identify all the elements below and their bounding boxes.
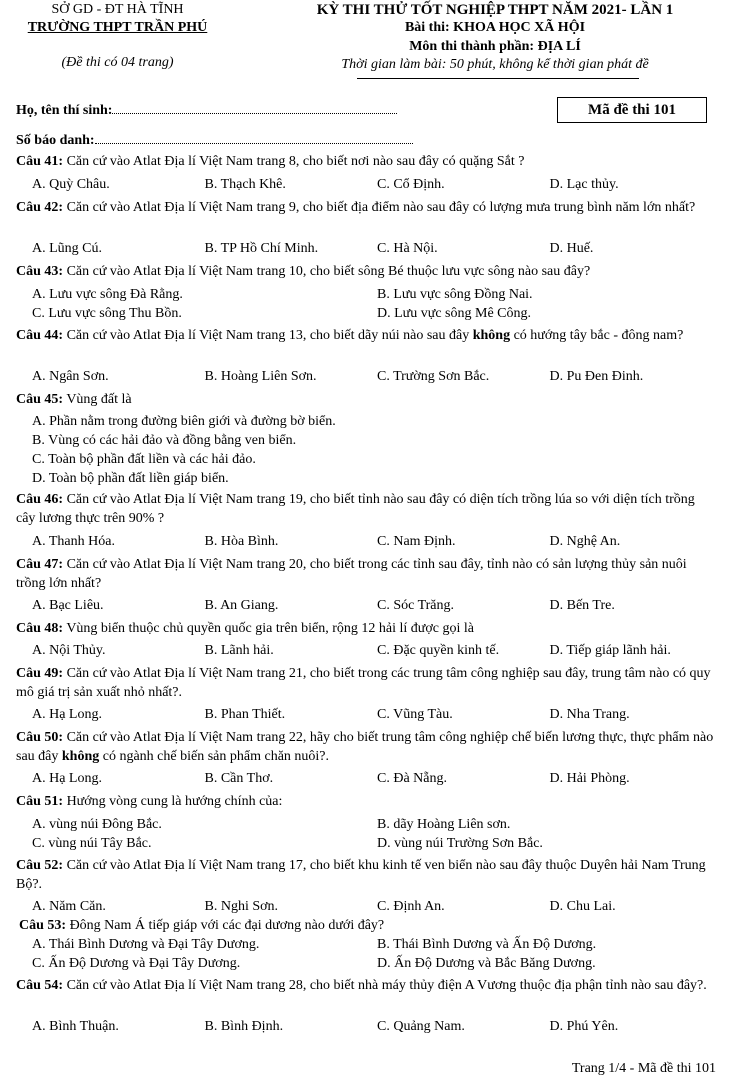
option-b[interactable]: B. Cần Thơ. [204,771,274,786]
options-54 [32,1017,722,1036]
option-c[interactable]: C. Quảng Nam. [377,1019,465,1034]
subject-line: Bài thi: KHOA HỌC XÃ HỘI [404,20,586,35]
option-d[interactable]: D. Lưu vực sông Mê Công. [377,306,531,321]
option-a[interactable]: A. Bạc Liêu. [32,598,104,613]
option-b[interactable]: B. Phan Thiết. [204,707,286,722]
option-b[interactable]: B. Hòa Bình. [204,534,279,549]
option-b[interactable]: B. dãy Hoàng Liên sơn. [377,817,511,832]
page-footer: Trang 1/4 - Mã đề thi 101 [571,1061,716,1076]
option-a[interactable]: A. Lũng Cú. [32,241,102,256]
option-b[interactable]: B. Lưu vực sông Đồng Nai. [377,287,533,302]
question-emphasis: không [472,328,511,343]
option-c[interactable]: C. Hà Nội. [377,241,438,256]
options-44 [32,367,722,386]
school-name: TRƯỜNG THPT TRẦN PHÚ [27,20,208,35]
option-d[interactable]: D. Hải Phòng. [549,771,630,786]
option-b[interactable]: B. Nghi Sơn. [204,899,279,914]
option-d[interactable]: D. Ấn Độ Dương và Bắc Băng Dương. [377,956,596,971]
question-54 [16,976,716,995]
options-53 [32,935,722,973]
time-line: Thời gian làm bài: 50 phút, không kể thời gian phát đề [341,57,649,72]
option-d[interactable]: D. Phú Yên. [549,1019,619,1034]
option-d[interactable]: D. Chu Lai. [549,899,616,914]
question-number: Câu 50: [16,730,64,745]
option-a[interactable]: A. Quỳ Châu. [32,177,110,192]
options-49 [32,705,722,724]
question-number: Câu 48: [16,621,64,636]
question-emphasis: không [61,749,100,764]
student-id-row [16,131,413,149]
option-c[interactable]: C. Toàn bộ phần đất liền và các hải đảo. [32,452,256,467]
student-name-label: Họ, tên thí sinh: [16,103,113,118]
option-a[interactable]: A. vùng núi Đông Bắc. [32,817,162,832]
option-b[interactable]: B. Lãnh hải. [204,643,274,658]
question-text: Căn cứ vào Atlat Địa lí Việt Nam trang 20, cho biết trong các tỉnh sau đây, tỉnh nào có sản lượng thủy sản nuôi trồng lớn nhất? [16,557,687,591]
question-number: Câu 47: [16,557,64,572]
question-number: Câu 43: [16,264,64,279]
question-text: Vùng đất là [66,392,132,407]
option-b[interactable]: B. Vùng có các hải đảo và đồng bằng ven biển. [32,433,297,448]
question-text-before: Căn cứ vào Atlat Địa lí Việt Nam trang 13, cho biết dãy núi nào sau đây [66,328,473,343]
option-a[interactable]: A. Thái Bình Dương và Đại Tây Dương. [32,937,260,952]
option-c[interactable]: C. Lưu vực sông Thu Bồn. [32,306,182,321]
option-d[interactable]: D. Bến Tre. [549,598,615,613]
option-c[interactable]: C. Ấn Độ Dương và Đại Tây Dương. [32,956,241,971]
question-text: Căn cứ vào Atlat Địa lí Việt Nam trang 21, cho biết trong các trung tâm công nghiệp sau đây, trung tâm nào có quy mô giá trị sản xuất nhỏ nhất?. [16,666,711,700]
option-b[interactable]: B. Hoàng Liên Sơn. [204,369,317,384]
option-c[interactable]: C. Định An. [377,899,445,914]
option-a[interactable]: A. Nội Thủy. [32,643,106,658]
question-42 [16,198,716,217]
question-44 [16,326,716,345]
exam-title: KỲ THI THỬ TỐT NGHIỆP THPT NĂM 2021- LẦN 1 [316,2,674,18]
question-49 [16,664,716,702]
option-a[interactable]: A. Phần nằm trong đường biên giới và đường bờ biển. [32,414,336,429]
question-number: Câu 51: [16,794,64,809]
options-47 [32,596,722,615]
options-46 [32,532,722,551]
option-c[interactable]: C. Trường Sơn Bắc. [377,369,490,384]
option-d[interactable]: D. Toàn bộ phần đất liền giáp biển. [32,471,229,486]
question-46 [16,490,716,528]
question-text: Căn cứ vào Atlat Địa lí Việt Nam trang 8, cho biết nơi nào sau đây có quặng Sắt ? [66,154,525,169]
option-a[interactable]: A. Thanh Hóa. [32,534,115,549]
exam-code-box: Mã đề thi 101 [557,97,707,123]
question-text: Căn cứ vào Atlat Địa lí Việt Nam trang 28, cho biết nhà máy thủy điện A Vương thuộc địa phận tỉnh nào sau đây?. [66,978,707,993]
options-42 [32,239,722,258]
options-50 [32,769,722,788]
option-b[interactable]: B. Thạch Khê. [204,177,286,192]
question-text: Hướng vòng cung là hướng chính của: [66,794,283,809]
option-b[interactable]: B. An Giang. [204,598,279,613]
question-number: Câu 46: [16,492,64,507]
question-47 [16,555,716,593]
student-id-dots [95,131,413,144]
options-51 [32,815,722,853]
option-c[interactable]: C. Đà Nẵng. [377,771,447,786]
question-number: Câu 42: [16,200,64,215]
question-43 [16,262,716,281]
option-a[interactable]: A. Hạ Long. [32,771,102,786]
option-b[interactable]: B. TP Hồ Chí Minh. [204,241,319,256]
option-d[interactable]: D. Tiếp giáp lãnh hải. [549,643,671,658]
question-number: Câu 41: [16,154,64,169]
options-45 [32,412,722,488]
question-text: Đông Nam Á tiếp giáp với các đại dương nào dưới đây? [69,918,385,933]
pages-note: (Đề thi có 04 trang) [61,55,174,70]
option-d[interactable]: D. Huế. [549,241,594,256]
option-a[interactable]: A. Bình Thuận. [32,1019,119,1034]
question-text: Căn cứ vào Atlat Địa lí Việt Nam trang 17, cho biết khu kinh tế ven biển nào sau đây thuộc Duyên hải Nam Trung Bộ?. [16,858,706,892]
question-41 [16,152,716,171]
question-text: Căn cứ vào Atlat Địa lí Việt Nam trang 19, cho biết tỉnh nào sau đây có diện tích trồng lúa so với diện tích trồng cây lương thực trên 90% ? [16,492,695,526]
question-text: Vùng biển thuộc chủ quyền quốc gia trên biển, rộng 12 hải lí được gọi là [66,621,474,636]
question-50 [16,728,716,766]
option-c[interactable]: C. Sóc Trăng. [377,598,455,613]
option-a[interactable]: A. Hạ Long. [32,707,102,722]
question-51 [16,792,716,811]
student-id-label: Số báo danh: [16,133,95,148]
option-c[interactable]: C. Vũng Tàu. [377,707,453,722]
question-53 [19,916,719,935]
option-a[interactable]: A. Ngân Sơn. [32,369,109,384]
question-52 [16,856,716,894]
department-name: SỞ GD - ĐT HÀ TĨNH [51,2,184,17]
student-name-row [16,101,397,119]
question-number: Câu 49: [16,666,64,681]
option-d[interactable]: D. Nha Trang. [549,707,630,722]
option-c[interactable]: C. Đặc quyền kinh tế. [377,643,500,658]
options-41 [32,175,722,194]
question-number: Câu 52: [16,858,64,873]
option-c[interactable]: C. vùng núi Tây Bắc. [32,836,152,851]
option-a[interactable]: A. Năm Căn. [32,899,106,914]
option-d[interactable]: D. Pu Đen Đinh. [549,369,644,384]
question-text: Căn cứ vào Atlat Địa lí Việt Nam trang 9, cho biết địa điểm nào sau đây có lượng mưa trung bình năm lớn nhất? [66,200,696,215]
option-d[interactable]: D. Nghệ An. [549,534,621,549]
options-52 [32,897,722,916]
question-number: Câu 53: [19,918,67,933]
question-text-before: Căn cứ vào Atlat Địa lí Việt Nam trang 22, hãy cho biết trung tâm công nghiệp chế biến lương thực, thực phẩm nào sau đây [16,730,714,764]
student-name-dots [112,101,397,114]
options-48 [32,641,722,660]
question-number: Câu 44: [16,328,64,343]
question-text-after: có ngành chế biến sản phẩm chăn nuôi?. [99,749,330,764]
option-b[interactable]: B. Thái Bình Dương và Ấn Độ Dương. [377,937,597,952]
option-d[interactable]: D. Lạc thủy. [549,177,619,192]
options-43 [32,285,722,323]
option-d[interactable]: D. vùng núi Trường Sơn Bắc. [377,836,543,851]
option-c[interactable]: C. Cổ Định. [377,177,445,192]
component-line: Môn thi thành phần: ĐỊA LÍ [409,39,581,54]
question-48 [16,619,716,638]
question-45 [16,390,716,409]
option-c[interactable]: C. Nam Định. [377,534,456,549]
option-b[interactable]: B. Bình Định. [204,1019,284,1034]
question-text-after: có hướng tây bắc - đông nam? [510,328,684,343]
header-divider [357,78,639,79]
question-number: Câu 45: [16,392,64,407]
question-number: Câu 54: [16,978,64,993]
option-a[interactable]: A. Lưu vực sông Đà Rằng. [32,287,183,302]
question-text: Căn cứ vào Atlat Địa lí Việt Nam trang 10, cho biết sông Bé thuộc lưu vực sông nào sau đây? [66,264,591,279]
